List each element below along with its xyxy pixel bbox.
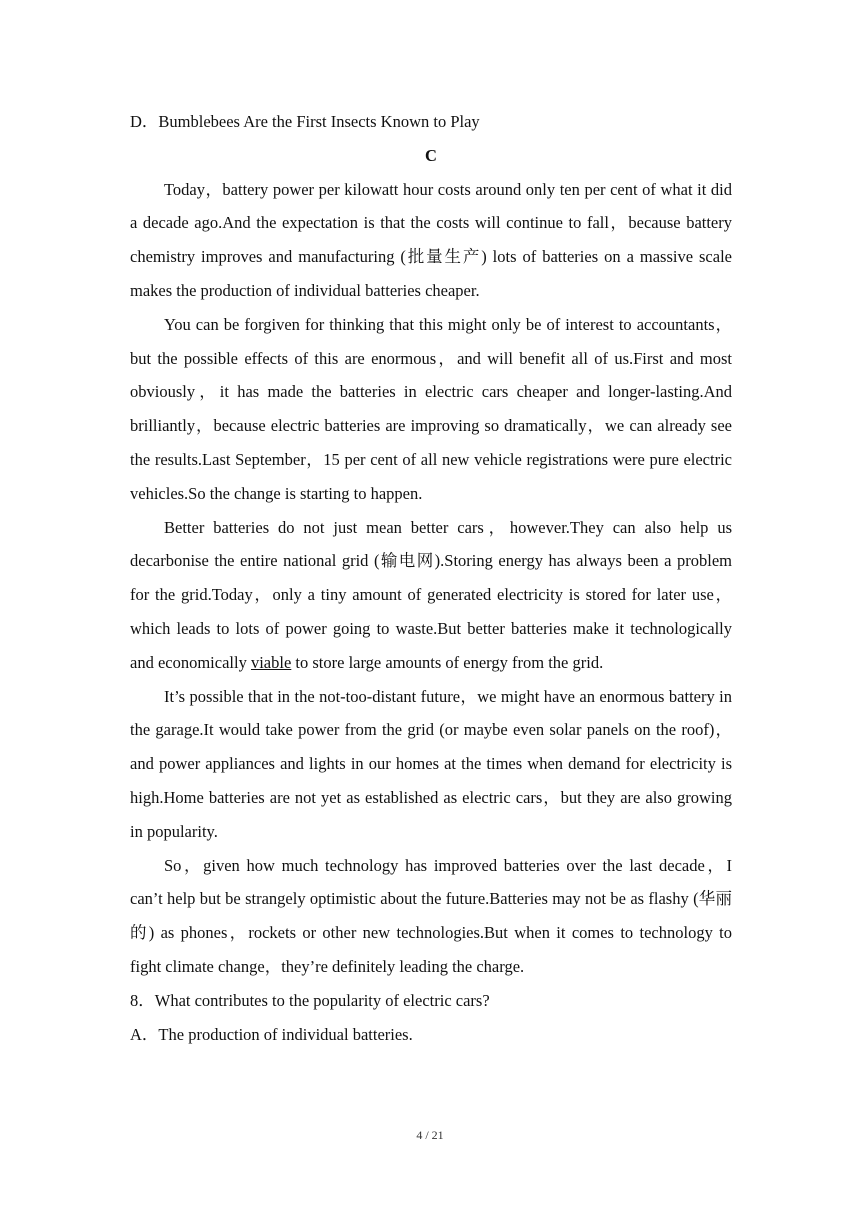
paragraph-5: So，given how much technology has improved batteries over the last decade，I can’t help but be strangely optimistic about the future.Batteries may not be as flashy (华丽的) as phones，rockets or other new technologies.But when it comes to technology to fight climate change，they’re definitely leading the charge. (130, 855, 732, 976)
paragraph-2: You can be forgiven for thinking that this might only be of interest to accountants，but the possible effects of this are enormous，and will benefit all of us.First and most obviously，it has made the batteries in electric cars cheaper and longer-lasting.And brilliantly，because electric batteries are improving so dramatically，we can already see the results.Last September，15 per cent of all new vehicle registrations were pure electric vehicles.So the change is starting to happen. (130, 314, 732, 503)
paragraph-1: Today，battery power per kilowatt hour costs around only ten per cent of what it did a decade ago.And the expectation is that the costs will continue to fall，because battery chemistry improves and manufacturing (批量生产) lots of batteries on a massive scale makes the production of individual batteries cheaper. (130, 179, 732, 300)
document-body (130, 105, 732, 1051)
option-d: D．Bumblebees Are the First Insects Known to Play (130, 112, 480, 131)
underlined-word-viable: viable (250, 652, 292, 672)
paragraph-3-text-b: to store large amounts of energy from the grid. (291, 652, 604, 672)
question-8: 8．What contributes to the popularity of electric cars? (130, 990, 490, 1010)
option-a: A．The production of individual batteries. (130, 1024, 413, 1044)
paragraph-4: It’s possible that in the not-too-distant future，we might have an enormous battery in the garage.It would take power from the grid (or maybe even solar panels on the roof)，and power appliances and lights in our homes at the times when demand for electricity is high.Home batteries are not yet as established as electric cars，but they are also growing in popularity. (130, 686, 732, 841)
section-heading: C (425, 145, 437, 165)
paragraph-3-text-a: Better batteries do not just mean better cars，however.They can also help us decarbonise the entire national grid (输电网).Storing energy has always been a problem for the grid.Today，only a tiny amount of generated electricity is stored for later use，which leads to lots of power going to waste.But better batteries make it technologically and economically (130, 517, 732, 672)
paragraph-3 (130, 511, 732, 680)
page-number: 4 / 21 (416, 1128, 444, 1142)
